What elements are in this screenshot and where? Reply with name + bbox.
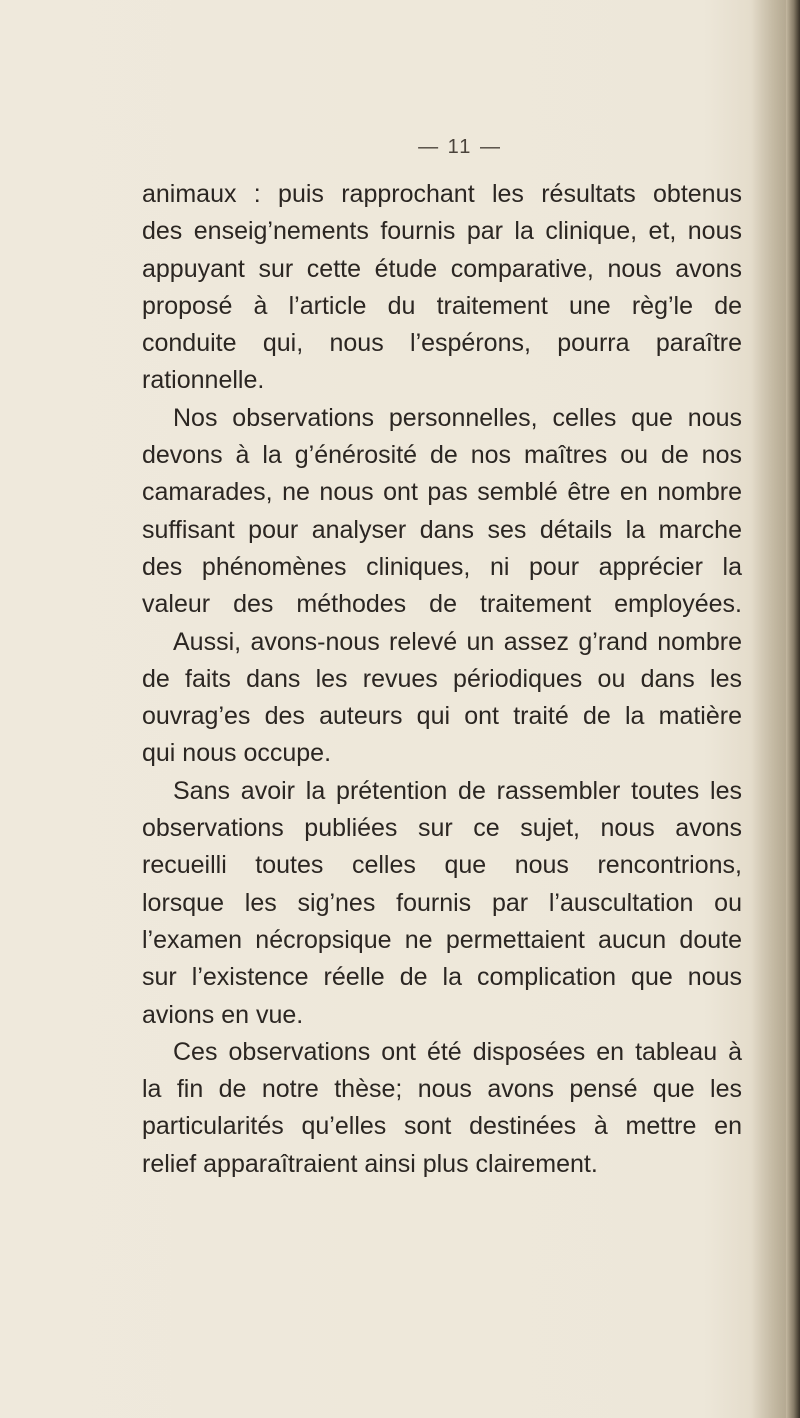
text-line: Ces observations ont été disposées en tableau à [173, 1037, 742, 1066]
text-line: relief apparaîtraient ainsi plus clairement. [142, 1149, 598, 1178]
text-line: proposé à l’article du traitement une règ’le de [142, 291, 742, 320]
body-text [142, 176, 742, 1183]
text-line: la fin de notre thèse; nous avons pensé que les [142, 1075, 742, 1104]
text-line: avions en vue. [142, 1000, 304, 1029]
text-line: suffisant pour analyser dans ses détails la marche [142, 515, 742, 544]
text-line: de faits dans les revues périodiques ou dans les [142, 664, 742, 693]
text-line: valeur des méthodes de traitement employées. [142, 590, 742, 619]
page-edge-shadow [750, 0, 786, 1418]
text-line: des enseig’nements fournis par la clinique, et, nous [142, 217, 742, 246]
text-line: rationnelle. [142, 366, 265, 395]
text-line: devons à la g’énérosité de nos maîtres ou de nos [142, 441, 742, 470]
page-number: — 11 — [418, 136, 502, 158]
text-line: qui nous occupe. [142, 739, 332, 768]
text-line: camarades, ne nous ont pas semblé être en nombre [142, 478, 742, 507]
text-line: des phénomènes cliniques, ni pour apprécier la [142, 552, 742, 581]
text-line: Nos observations personnelles, celles que nous [173, 403, 742, 432]
text-line: ouvrag’es des auteurs qui ont traité de la matière [142, 702, 742, 731]
text-line: observations publiées sur ce sujet, nous avons [142, 814, 742, 843]
text-line: Sans avoir la prétention de rassembler toutes les [173, 776, 742, 805]
text-line: appuyant sur cette étude comparative, nous avons [142, 254, 742, 283]
text-line: l’examen nécropsique ne permettaient aucun doute [142, 925, 742, 954]
text-line: conduite qui, nous l’espérons, pourra paraître [142, 329, 742, 358]
text-line: sur l’existence réelle de la complication que nous [142, 963, 742, 992]
page-edge [786, 0, 800, 1418]
text-line: lorsque les sig’nes fournis par l’auscultation ou [142, 888, 742, 917]
text-line: particularités qu’elles sont destinées à mettre en [142, 1112, 742, 1141]
text-line: recueilli toutes celles que nous rencontrions, [142, 851, 742, 880]
text-line: animaux : puis rapprochant les résultats obtenus [142, 180, 742, 208]
text-line: Aussi, avons-nous relevé un assez g’rand nombre [173, 627, 742, 656]
